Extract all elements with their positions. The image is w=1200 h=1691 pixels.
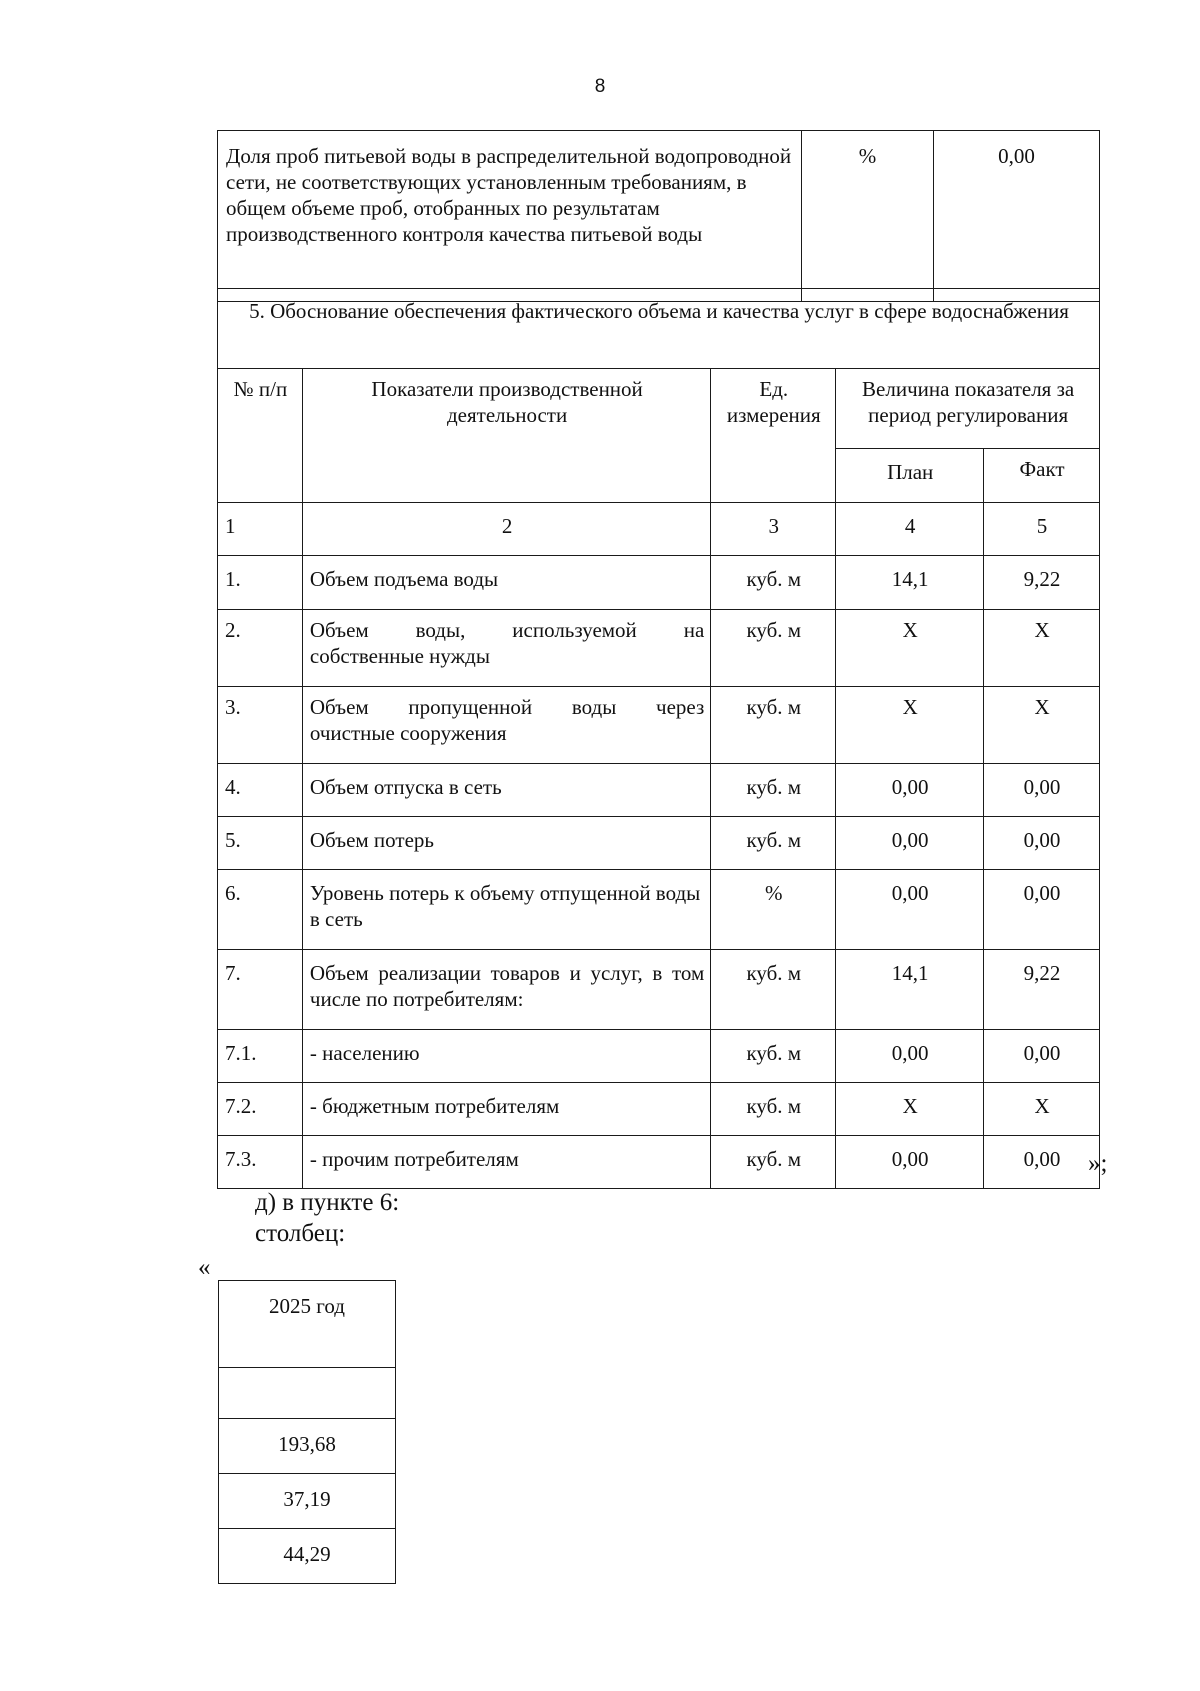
row-name — [302, 687, 710, 764]
row-name: - бюджетным потребителям — [302, 1083, 710, 1136]
row-name: Уровень потерь к объему отпущенной воды в сеть — [302, 870, 710, 950]
row-plan: 0,00 — [836, 764, 984, 817]
value-cell: 193,68 — [219, 1419, 396, 1474]
row-name: Объем реализации товаров и услуг, в том числе по потребителям: — [302, 950, 710, 1030]
row-num: 5. — [218, 817, 303, 870]
row-name: - населению — [302, 1030, 710, 1083]
row-fact: 9,22 — [984, 556, 1100, 610]
header-fact: Факт — [984, 448, 1100, 502]
header-value: Величина показателя за период регулирования — [836, 369, 1100, 449]
year-header: 2025 год — [219, 1281, 396, 1368]
row-unit: куб. м — [711, 764, 836, 817]
row-name: - прочим потребителям — [302, 1136, 710, 1189]
row-unit: куб. м — [711, 817, 836, 870]
row-num: 7. — [218, 950, 303, 1030]
row-fact: 0,00 — [984, 817, 1100, 870]
row-plan: X — [836, 610, 984, 687]
amendment-text: д) в пункте 6: — [255, 1189, 400, 1216]
row-name: Объем потерь — [302, 817, 710, 870]
row-plan: X — [836, 1083, 984, 1136]
table-row — [218, 131, 1100, 302]
row-name-line: Объем воды, используемой на — [309, 618, 705, 642]
production-indicators-table — [217, 288, 1100, 1189]
col-number: 4 — [836, 503, 984, 556]
row-num: 1. — [218, 556, 303, 610]
row-plan: 0,00 — [836, 870, 984, 950]
row-unit: куб. м — [711, 1136, 836, 1189]
header-unit: Ед. измерения — [711, 369, 836, 503]
table-row — [218, 870, 1100, 950]
value-cell: 37,19 — [219, 1474, 396, 1529]
row-name — [302, 610, 710, 687]
row-unit: куб. м — [711, 556, 836, 610]
row-fact: X — [984, 610, 1100, 687]
row-unit: куб. м — [711, 1083, 836, 1136]
header-num: № п/п — [218, 369, 303, 503]
header-indicator: Показатели производственной деятельности — [302, 369, 710, 503]
row-plan: 14,1 — [836, 950, 984, 1030]
row-unit: куб. м — [711, 610, 836, 687]
row-name-line: очистные сооружения — [309, 721, 507, 745]
row-num: 7.2. — [218, 1083, 303, 1136]
row-unit: куб. м — [711, 1030, 836, 1083]
row-fact: 0,00 — [984, 1136, 1100, 1189]
table-row — [218, 610, 1100, 687]
value-cell: 44,29 — [219, 1529, 396, 1584]
table-row — [218, 817, 1100, 870]
quality-indicator-table — [217, 130, 1100, 302]
row-plan: 0,00 — [836, 1030, 984, 1083]
header-plan: План — [836, 448, 984, 502]
table-row — [218, 1030, 1100, 1083]
table-row — [218, 950, 1100, 1030]
row-name: Объем подъема воды — [302, 556, 710, 610]
table-row — [218, 556, 1100, 610]
unit-cell: % — [802, 131, 934, 302]
closing-quote: »; — [1088, 1150, 1108, 1177]
row-plan: 0,00 — [836, 817, 984, 870]
col-number: 5 — [984, 503, 1100, 556]
col-number: 3 — [711, 503, 836, 556]
row-plan: X — [836, 687, 984, 764]
row-num: 3. — [218, 687, 303, 764]
col-number: 2 — [302, 503, 710, 556]
indicator-label: Доля проб питьевой воды в распределительной водопроводной сети, не соответствующих установленным требованиям, в общем объеме проб, отобранных по результатам производственного контроля качества питьевой воды — [218, 131, 802, 302]
row-plan: 14,1 — [836, 556, 984, 610]
row-plan: 0,00 — [836, 1136, 984, 1189]
row-unit: куб. м — [711, 950, 836, 1030]
table-row — [218, 1136, 1100, 1189]
row-fact: 0,00 — [984, 764, 1100, 817]
row-fact: 0,00 — [984, 1030, 1100, 1083]
page-number: 8 — [594, 76, 606, 97]
table-row — [218, 1083, 1100, 1136]
row-num: 6. — [218, 870, 303, 950]
column-2025-table — [218, 1280, 396, 1584]
row-num: 7.3. — [218, 1136, 303, 1189]
row-unit: куб. м — [711, 687, 836, 764]
row-num: 7.1. — [218, 1030, 303, 1083]
value-cell: 0,00 — [934, 131, 1100, 302]
row-fact: X — [984, 687, 1100, 764]
opening-quote: « — [198, 1254, 211, 1281]
row-name-line: собственные нужды — [309, 644, 490, 668]
column-number-row — [218, 503, 1100, 556]
table-row — [218, 687, 1100, 764]
section-title: 5. Обоснование обеспечения фактического объема и качества услуг в сфере водоснабжения — [218, 289, 1100, 369]
row-name-line: Объем пропущенной воды через — [309, 695, 705, 719]
column-text: столбец: — [255, 1220, 346, 1247]
empty-cell — [219, 1368, 396, 1419]
row-fact: 9,22 — [984, 950, 1100, 1030]
col-number: 1 — [218, 503, 303, 556]
table-row — [218, 764, 1100, 817]
row-num: 2. — [218, 610, 303, 687]
row-fact: 0,00 — [984, 870, 1100, 950]
row-unit: % — [711, 870, 836, 950]
row-num: 4. — [218, 764, 303, 817]
row-fact: X — [984, 1083, 1100, 1136]
row-name: Объем отпуска в сеть — [302, 764, 710, 817]
